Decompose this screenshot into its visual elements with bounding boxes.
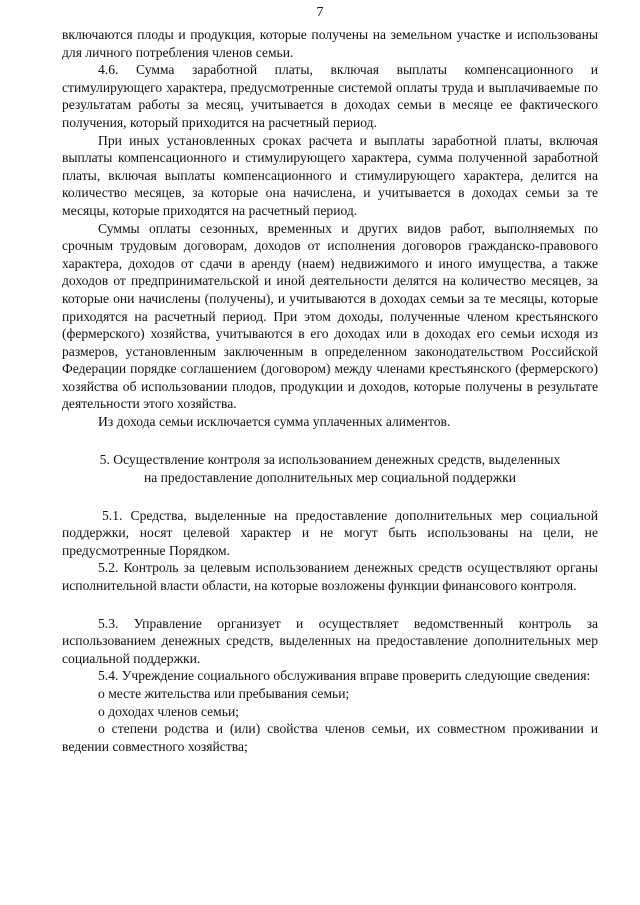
paragraph-alimony: Из дохода семьи исключается сумма уплаченных алиментов. [98,414,451,430]
paragraph-other-terms: При иных установленных сроках расчета и выплаты заработной платы, включая выплаты компенсационного и стимулирующего характера, сумма полученной заработной платы, включая выплаты компенсационного и стимулирующего характера, делится на количество месяцев, за которые она начислена, и учитывается в доходах семьи за те месяцы, которые приходятся на расчетный период. [62,132,598,218]
list-item-residence: о месте жительства или пребывания семьи; [98,686,350,701]
list-item-kinship: о степени родства и (или) свойства членов семьи, их совместном проживании и ведении совместного хозяйства; [62,721,598,754]
paragraph-4-6: 4.6. Сумма заработной платы, включая выплаты компенсационного и стимулирующего характера, предусмотренные системой оплаты труда и выплачиваемые по результатам работы за месяц, учитывается в доходах семьи в месяце ее фактического получения, который приходится на расчетный период. [62,62,598,130]
section-heading-line-2: на предоставление дополнительных мер социальной поддержки [143,469,517,485]
paragraph-continuation: включаются плоды и продукция, которые получены на земельном участке и использованы для личного потребления членов семьи. [62,27,598,60]
page-number: 7 [316,5,324,20]
paragraph-5-4: 5.4. Учреждение социального обслуживания вправе проверить следующие сведения: [98,668,591,684]
paragraph-5-3: 5.3. Управление организует и осуществляет ведомственный контроль за использованием денежных средств, выделенных на предоставление дополнительных мер социальной поддержки. [62,615,598,666]
document-body [62,26,598,755]
list-item-income: о доходах членов семьи; [98,703,240,719]
paragraph-5-2: 5.2. Контроль за целевым использованием денежных средств осуществляют органы исполнительной власти области, на которые возложены функции финансового контроля. [62,560,598,594]
paragraph-5-1: 5.1. Средства, выделенные на предоставление дополнительных мер социальной поддержки, носят целевой характер и не могут быть использованы на цели, не предусмотренные Порядком. [62,507,598,558]
section-5-heading [62,451,598,487]
paragraph-seasonal-income: Суммы оплаты сезонных, временных и других видов работ, выполняемых по срочным трудовым договорам, доходов от исполнения договоров гражданско-правового характера, доходов от сдачи в аренду (наем) недвижимого и иного имущества, а также доходов от предпринимательской и иной деятельности делятся на количество месяцев, за которые они начислены (получены), и учитываются в доходах семьи за те месяцы, которые приходятся на расчетный период. При этом доходы, полученные членом крестьянского (фермерского) хозяйства, учитываются в его доходах или в доходах его семьи исходя из размеров, установленным заключенным в определенном законодательством Российской Федерации порядке соглашением (договором) между членами крестьянского (фермерского) хозяйства об использовании плодов, продукции и доходов, которые получены в результате деятельности этого хозяйства. [62,220,598,412]
section-heading-line-1: 5. Осуществление контроля за использованием денежных средств, выделенных [99,451,561,467]
